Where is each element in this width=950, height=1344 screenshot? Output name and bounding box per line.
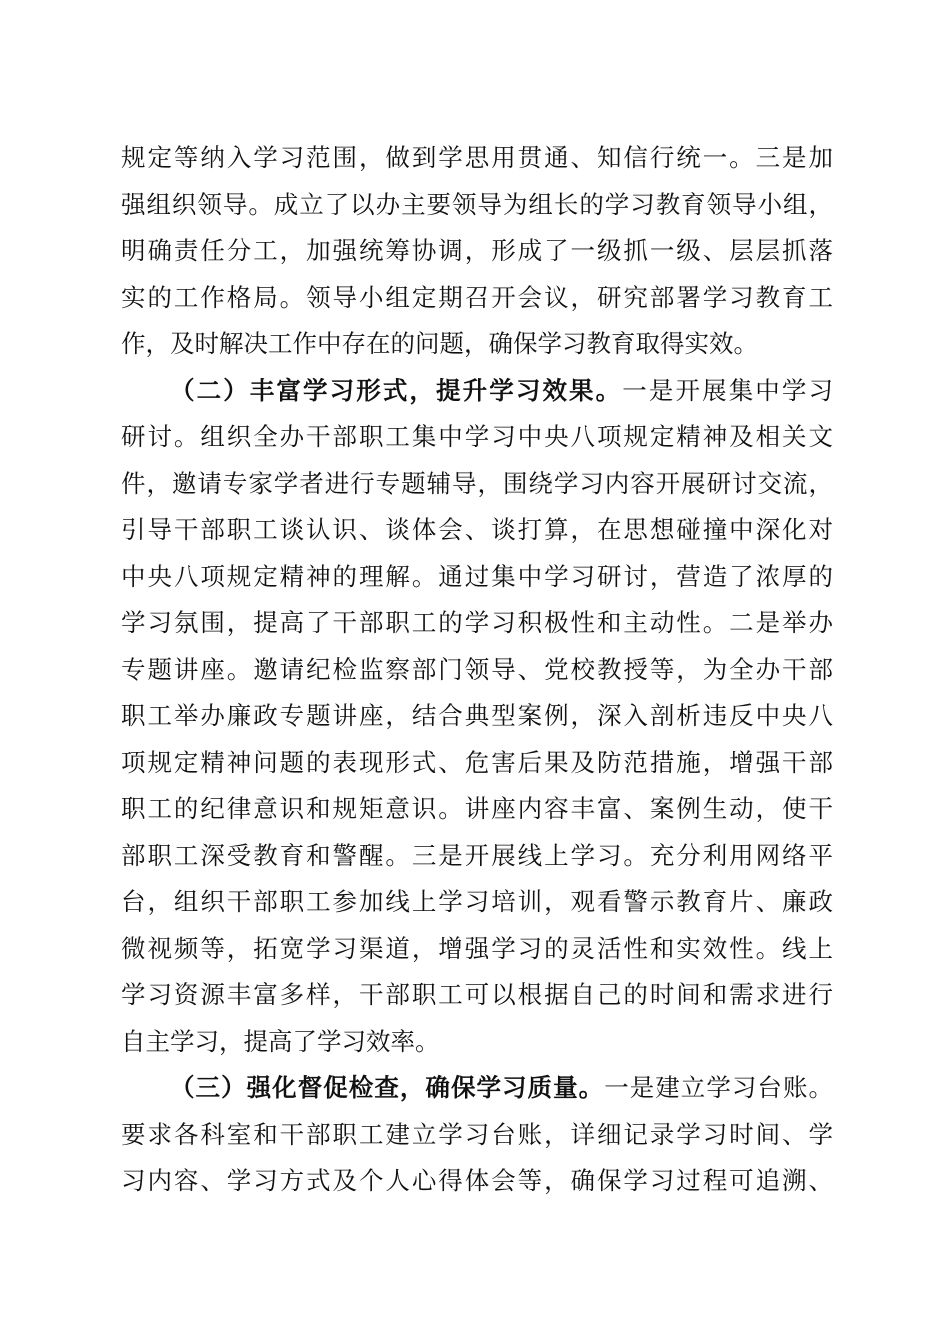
section-heading: （二）丰富学习形式，提升学习效果。 [170,375,623,405]
text-line: 台，组织干部职工参加线上学习培训，观看警示教育片、廉政 [121,887,833,916]
text-line: 习内容、学习方式及个人心得体会等，确保学习过程可追溯、 [121,1166,833,1195]
text-line [121,368,833,415]
text-line: 强组织领导。成立了以办主要领导为组长的学习教育领导小组， [121,189,833,219]
text-line: 规定等纳入学习范围，做到学思用贯通、知信行统一。三是加 [121,143,833,172]
text-line: 明确责任分工，加强统筹协调，形成了一级抓一级、层层抓落 [121,236,833,265]
text-line: 专题讲座。邀请纪检监察部门领导、党校教授等，为全办干部 [121,654,833,684]
text-line: 件，邀请专家学者进行专题辅导，围绕学习内容开展研讨交流， [121,468,833,498]
section-heading: （三）强化督促检查，确保学习质量。 [170,1073,605,1102]
document-body [121,135,833,1205]
text-line: 引导干部职工谈认识、谈体会、谈打算，在思想碰撞中深化对 [121,515,833,544]
text-line: 研讨。组织全办干部职工集中学习中央八项规定精神及相关文 [121,422,833,451]
text-line: 项规定精神问题的表现形式、危害后果及防范措施，增强干部 [121,747,833,777]
text-run: 一是开展集中学习 [622,375,834,405]
paragraph-3 [121,1065,833,1205]
text-line: 中央八项规定精神的理解。通过集中学习研讨，营造了浓厚的 [121,561,833,591]
text-line: 自主学习，提高了学习效率。 [121,1026,440,1056]
paragraph-2 [121,368,833,1066]
text-line: 微视频等，拓宽学习渠道，增强学习的灵活性和实效性。线上 [121,933,833,963]
text-line [121,1065,833,1112]
text-line: 学习资源丰富多样，干部职工可以根据自己的时间和需求进行 [121,980,833,1009]
text-line: 作，及时解决工作中存在的问题，确保学习教育取得实效。 [121,329,758,358]
text-line: 要求各科室和干部职工建立学习台账，详细记录学习时间、学 [121,1119,833,1149]
text-line: 职工举办廉政专题讲座，结合典型案例，深入剖析违反中央八 [121,701,833,730]
text-line: 学习氛围，提高了干部职工的学习积极性和主动性。二是举办 [121,608,833,637]
text-line: 职工的纪律意识和规矩意识。讲座内容丰富、案例生动，使干 [121,794,833,823]
paragraph-1 [121,135,833,368]
text-line: 实的工作格局。领导小组定期召开会议，研究部署学习教育工 [121,282,833,312]
text-line: 部职工深受教育和警醒。三是开展线上学习。充分利用网络平 [121,840,833,870]
text-run: 一是建立学习台账。 [604,1073,834,1102]
